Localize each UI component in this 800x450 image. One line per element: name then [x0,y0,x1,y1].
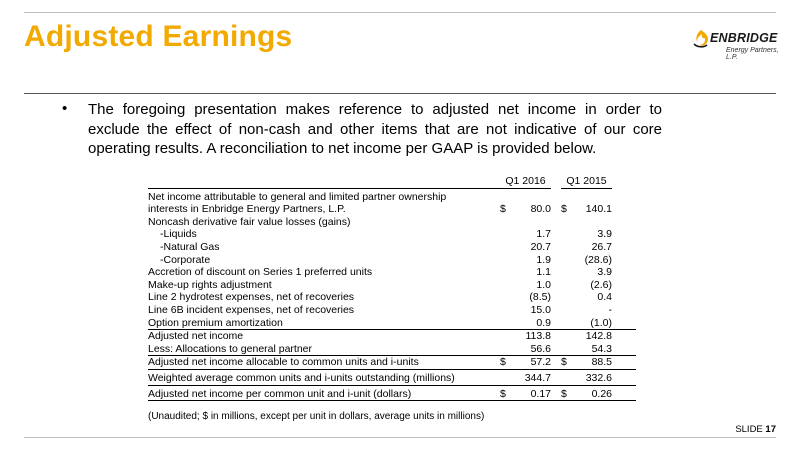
row-label: Noncash derivative fair value losses (gains) [148,215,351,228]
column-gap [551,291,561,304]
currency-symbol-q1-2015 [561,216,571,229]
value-q1-2016: 20.7 [530,240,551,253]
right-padding [612,188,636,203]
currency-symbol-q1-2015 [561,228,571,241]
right-padding [612,330,636,343]
currency-symbol-q1-2016 [500,254,510,267]
currency-symbol-q1-2016 [500,369,510,385]
currency-symbol-q1-2015 [561,241,571,254]
right-padding [612,266,636,279]
currency-symbol-q1-2016 [500,216,510,229]
row-label: Line 6B incident expenses, net of recoveries [148,303,355,316]
table-row [148,343,636,356]
table-row [148,369,636,385]
right-padding [612,317,636,330]
currency-symbol-q1-2015 [561,330,571,343]
value-q1-2015: - [608,303,612,316]
right-padding [612,343,636,356]
value-q1-2015 [571,216,612,229]
column-gap [551,216,561,229]
column-gap [551,343,561,356]
value-q1-2015: (28.6) [584,253,612,266]
top-rule [24,12,776,13]
value-q1-2016 [510,188,551,203]
header-divider [24,93,776,94]
currency-symbol-q1-2016: $ [500,356,510,370]
enbridge-flame-icon [690,28,712,50]
value-q1-2015: (1.0) [590,316,612,329]
table-row [148,203,636,216]
bullet-icon: • [62,100,68,117]
column-gap [551,279,561,292]
column-header-q1-2015: Q1 2015 [561,175,612,188]
column-gap [551,356,561,370]
value-q1-2016: 56.6 [530,342,551,355]
currency-symbol-q1-2016 [500,317,510,330]
row-label: Make-up rights adjustment [148,278,272,291]
bullet-text: The foregoing presentation makes reference to adjusted net income in order to exclude the effect of non-cash and other items that are not indicative of our core operating results. A reconciliation to net income per GAAP is provided below. [88,101,662,157]
currency-symbol-q1-2016 [500,330,510,343]
currency-symbol-q1-2015: $ [561,385,571,401]
row-label: Accretion of discount on Series 1 preferred units [148,266,373,279]
table-footnote: (Unaudited; $ in millions, except per unit in dollars, average units in millions) [148,411,485,422]
table-row [148,385,636,401]
value-q1-2016: 15.0 [530,303,551,316]
table-row [148,356,636,370]
value-q1-2015: 142.8 [571,330,612,343]
currency-symbol-q1-2015 [561,188,571,203]
table-row [148,304,636,317]
column-gap [551,317,561,330]
row-label: Weighted average common units and i-units outstanding (millions) [148,369,500,385]
currency-symbol-q1-2016 [500,343,510,356]
row-label: Less: Allocations to general partner [148,342,313,355]
currency-symbol-q1-2016 [500,241,510,254]
row-label: interests in Enbridge Energy Partners, L.P. [148,203,346,216]
value-q1-2016: 1.1 [536,266,551,279]
right-padding [612,291,636,304]
page-title: Adjusted Earnings [24,20,293,53]
table-row [148,266,636,279]
table-row [148,228,636,241]
value-q1-2016: 1.7 [536,228,551,241]
value-q1-2016: 57.2 [510,356,551,370]
currency-symbol-q1-2016 [500,228,510,241]
right-padding [612,356,636,370]
reconciliation-table [148,175,636,401]
row-label: Option premium amortization [148,316,283,329]
currency-symbol-q1-2016 [500,188,510,203]
row-label: -Corporate [160,253,211,266]
right-padding [612,385,636,401]
right-padding [612,203,636,216]
table-row [148,254,636,267]
value-q1-2016: 0.9 [536,316,551,329]
column-gap [551,304,561,317]
row-label: Net income attributable to general and limited partner ownership [148,188,500,203]
value-q1-2016: 80.0 [530,203,551,216]
column-gap [551,241,561,254]
value-q1-2015: (2.6) [590,278,612,291]
value-q1-2016: (8.5) [529,291,551,304]
currency-symbol-q1-2015 [561,279,571,292]
logo-subtitle: Energy Partners, L.P. [726,47,779,61]
right-padding [612,279,636,292]
enbridge-logo [690,28,782,62]
table-row [148,330,636,343]
currency-symbol-q1-2016: $ [500,203,506,216]
value-q1-2015: 0.4 [597,291,612,304]
row-label: Line 2 hydrotest expenses, net of recoveries [148,291,355,304]
table-row [148,291,636,304]
column-gap [551,203,561,216]
bottom-rule [24,437,776,438]
currency-symbol-q1-2016 [500,304,510,317]
slide-number [735,424,776,435]
row-label: Adjusted net income allocable to common units and i-units [148,356,500,370]
table-row [148,317,636,330]
table-row [148,279,636,292]
currency-symbol-q1-2015 [561,304,571,317]
table-row [148,216,636,229]
column-gap [551,254,561,267]
column-gap [551,228,561,241]
currency-symbol-q1-2015: $ [561,203,567,216]
column-gap [551,188,561,203]
currency-symbol-q1-2016 [500,279,510,292]
currency-symbol-q1-2016 [500,266,510,279]
right-padding [612,216,636,229]
right-padding [612,228,636,241]
value-q1-2016: 0.17 [510,385,551,401]
value-q1-2016: 344.7 [510,369,551,385]
value-q1-2015: 54.3 [591,342,612,355]
row-label: Adjusted net income [148,330,500,343]
row-label: -Natural Gas [160,240,220,253]
value-q1-2015: 26.7 [591,240,612,253]
column-gap [551,385,561,401]
value-q1-2016: 1.9 [536,253,551,266]
value-q1-2015 [571,188,612,203]
right-padding [612,254,636,267]
currency-symbol-q1-2016 [500,291,510,304]
currency-symbol-q1-2015 [561,266,571,279]
row-label: -Liquids [160,228,197,241]
column-gap [551,266,561,279]
logo-wordmark: ENBRIDGE [710,31,778,45]
right-padding [612,304,636,317]
slide-number-value: 17 [765,424,776,435]
value-q1-2016: 1.0 [536,278,551,291]
value-q1-2015: 88.5 [571,356,612,370]
value-q1-2015: 0.26 [571,385,612,401]
currency-symbol-q1-2016: $ [500,385,510,401]
right-padding [612,369,636,385]
row-label: Adjusted net income per common unit and i-unit (dollars) [148,385,500,401]
column-gap [551,369,561,385]
column-gap [551,330,561,343]
value-q1-2016: 113.8 [510,330,551,343]
value-q1-2015: 3.9 [597,228,612,241]
table-row [148,188,636,203]
value-q1-2015: 332.6 [571,369,612,385]
right-padding [612,241,636,254]
column-header-q1-2016: Q1 2016 [500,175,551,188]
value-q1-2015: 140.1 [585,203,612,216]
currency-symbol-q1-2015 [561,254,571,267]
currency-symbol-q1-2015 [561,291,571,304]
currency-symbol-q1-2015 [561,343,571,356]
currency-symbol-q1-2015 [561,317,571,330]
table-header-row [148,175,636,188]
intro-bullet [62,100,662,159]
value-q1-2015: 3.9 [597,266,612,279]
value-q1-2016 [510,216,551,229]
table-row [148,241,636,254]
slide-label: SLIDE [735,424,763,435]
currency-symbol-q1-2015 [561,369,571,385]
currency-symbol-q1-2015: $ [561,356,571,370]
